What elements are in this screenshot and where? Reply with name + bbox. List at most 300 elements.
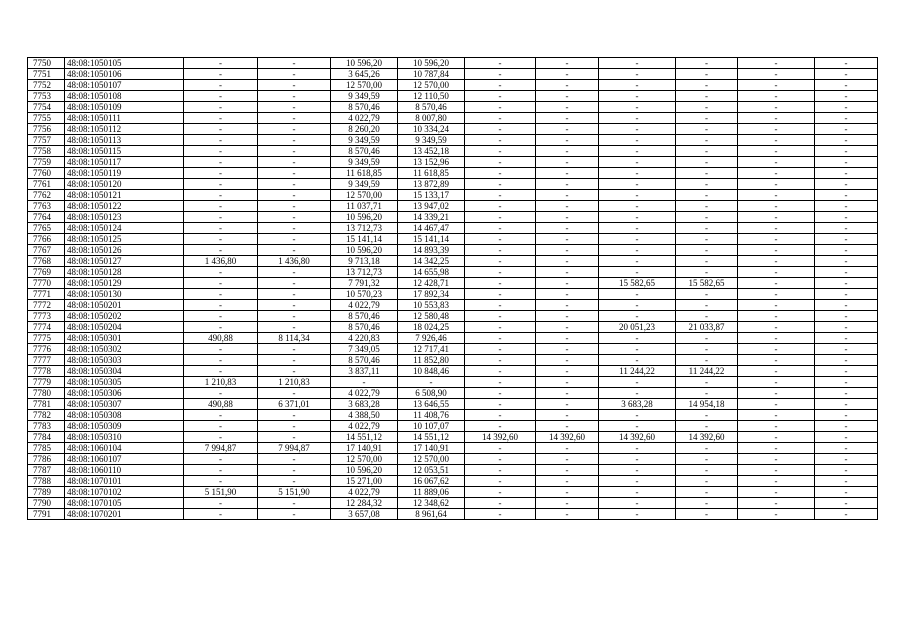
value-cell-9: - (599, 509, 676, 520)
value-cell-7: - (465, 223, 536, 234)
row-number-cell: 7767 (28, 245, 65, 256)
value-cell-12: - (815, 300, 878, 311)
value-cell-7: - (465, 69, 536, 80)
value-cell-11: - (738, 69, 815, 80)
value-cell-3: 5 151,90 (184, 487, 258, 498)
value-cell-5: 13 712,73 (331, 223, 398, 234)
value-cell-9: - (599, 410, 676, 421)
table-row (28, 58, 878, 69)
row-number-cell: 7751 (28, 69, 65, 80)
value-cell-10: - (676, 443, 738, 454)
value-cell-8: - (536, 509, 599, 520)
value-cell-3: - (184, 102, 258, 113)
value-cell-6: 9 349,59 (398, 135, 465, 146)
value-cell-9: 3 683,28 (599, 399, 676, 410)
value-cell-11: - (738, 366, 815, 377)
value-cell-11: - (738, 135, 815, 146)
value-cell-4: 6 371,01 (258, 399, 331, 410)
value-cell-4: - (258, 245, 331, 256)
value-cell-6: 15 133,17 (398, 190, 465, 201)
row-number-cell: 7776 (28, 344, 65, 355)
value-cell-10: - (676, 135, 738, 146)
table-row (28, 179, 878, 190)
value-cell-3: - (184, 509, 258, 520)
value-cell-5: 3 837,11 (331, 366, 398, 377)
value-cell-9: 15 582,65 (599, 278, 676, 289)
value-cell-3: - (184, 322, 258, 333)
table-row (28, 234, 878, 245)
value-cell-8: - (536, 58, 599, 69)
value-cell-6: 14 342,25 (398, 256, 465, 267)
value-cell-12: - (815, 124, 878, 135)
value-cell-6: 13 452,18 (398, 146, 465, 157)
value-cell-7: - (465, 190, 536, 201)
value-cell-10: - (676, 113, 738, 124)
value-cell-4: - (258, 190, 331, 201)
value-cell-9: - (599, 146, 676, 157)
value-cell-5: 8 260,20 (331, 124, 398, 135)
value-cell-4: - (258, 421, 331, 432)
value-cell-5: 11 037,71 (331, 201, 398, 212)
value-cell-9: - (599, 421, 676, 432)
value-cell-9: - (599, 498, 676, 509)
value-cell-11: - (738, 102, 815, 113)
value-cell-5: 7 349,05 (331, 344, 398, 355)
value-cell-12: - (815, 223, 878, 234)
value-cell-3: - (184, 289, 258, 300)
value-cell-6: - (398, 377, 465, 388)
value-cell-8: - (536, 146, 599, 157)
table-row (28, 124, 878, 135)
row-number-cell: 7750 (28, 58, 65, 69)
value-cell-5: 10 570,23 (331, 289, 398, 300)
value-cell-5: 9 349,59 (331, 91, 398, 102)
value-cell-11: - (738, 311, 815, 322)
value-cell-4: - (258, 223, 331, 234)
value-cell-8: - (536, 102, 599, 113)
value-cell-12: - (815, 190, 878, 201)
cadastral-number-cell: 48:08:1070105 (65, 498, 184, 509)
row-number-cell: 7777 (28, 355, 65, 366)
cadastral-number-cell: 48:08:1050309 (65, 421, 184, 432)
value-cell-11: - (738, 80, 815, 91)
row-number-cell: 7775 (28, 333, 65, 344)
value-cell-3: - (184, 212, 258, 223)
value-cell-6: 12 110,50 (398, 91, 465, 102)
table-row (28, 80, 878, 91)
value-cell-5: 12 570,00 (331, 80, 398, 91)
value-cell-9: - (599, 212, 676, 223)
value-cell-5: 4 022,79 (331, 388, 398, 399)
value-cell-8: - (536, 201, 599, 212)
value-cell-7: - (465, 168, 536, 179)
value-cell-3: 1 210,83 (184, 377, 258, 388)
value-cell-9: - (599, 311, 676, 322)
value-cell-7: - (465, 146, 536, 157)
value-cell-6: 11 852,80 (398, 355, 465, 366)
value-cell-9: - (599, 124, 676, 135)
value-cell-3: - (184, 278, 258, 289)
value-cell-12: - (815, 267, 878, 278)
row-number-cell: 7756 (28, 124, 65, 135)
value-cell-8: - (536, 113, 599, 124)
table-row (28, 476, 878, 487)
value-cell-10: - (676, 476, 738, 487)
value-cell-5: 9 349,59 (331, 135, 398, 146)
row-number-cell: 7760 (28, 168, 65, 179)
row-number-cell: 7765 (28, 223, 65, 234)
value-cell-6: 18 024,25 (398, 322, 465, 333)
value-cell-7: - (465, 234, 536, 245)
value-cell-9: - (599, 234, 676, 245)
cadastral-number-cell: 48:08:1050303 (65, 355, 184, 366)
table-row (28, 190, 878, 201)
value-cell-11: - (738, 421, 815, 432)
value-cell-7: - (465, 388, 536, 399)
cadastral-number-cell: 48:08:1050124 (65, 223, 184, 234)
cadastral-number-cell: 48:08:1070102 (65, 487, 184, 498)
cadastral-number-cell: 48:08:1050307 (65, 399, 184, 410)
value-cell-10: - (676, 267, 738, 278)
value-cell-4: 8 114,34 (258, 333, 331, 344)
row-number-cell: 7787 (28, 465, 65, 476)
value-cell-9: - (599, 58, 676, 69)
value-cell-4: - (258, 311, 331, 322)
value-cell-4: - (258, 465, 331, 476)
value-cell-8: - (536, 366, 599, 377)
cadastral-number-cell: 48:08:1050120 (65, 179, 184, 190)
value-cell-7: - (465, 179, 536, 190)
value-cell-3: 490,88 (184, 399, 258, 410)
row-number-cell: 7788 (28, 476, 65, 487)
value-cell-6: 14 551,12 (398, 432, 465, 443)
value-cell-10: - (676, 157, 738, 168)
value-cell-9: - (599, 256, 676, 267)
table-row (28, 102, 878, 113)
value-cell-8: - (536, 124, 599, 135)
value-cell-10: - (676, 168, 738, 179)
value-cell-10: - (676, 465, 738, 476)
value-cell-11: - (738, 377, 815, 388)
value-cell-9: - (599, 388, 676, 399)
value-cell-10: - (676, 333, 738, 344)
value-cell-4: 1 436,80 (258, 256, 331, 267)
value-cell-12: - (815, 432, 878, 443)
cadastral-number-cell: 48:08:1050107 (65, 80, 184, 91)
row-number-cell: 7786 (28, 454, 65, 465)
cadastral-number-cell: 48:08:1050308 (65, 410, 184, 421)
value-cell-12: - (815, 399, 878, 410)
value-cell-8: - (536, 388, 599, 399)
value-cell-12: - (815, 344, 878, 355)
value-cell-4: - (258, 234, 331, 245)
value-cell-7: - (465, 300, 536, 311)
cadastral-number-cell: 48:08:1050302 (65, 344, 184, 355)
value-cell-5: 10 596,20 (331, 58, 398, 69)
value-cell-10: - (676, 421, 738, 432)
value-cell-12: - (815, 454, 878, 465)
value-cell-10: - (676, 69, 738, 80)
value-cell-3: - (184, 190, 258, 201)
value-cell-4: - (258, 124, 331, 135)
value-cell-11: - (738, 146, 815, 157)
value-cell-7: - (465, 201, 536, 212)
value-cell-5: 13 712,73 (331, 267, 398, 278)
value-cell-8: - (536, 355, 599, 366)
value-cell-3: - (184, 432, 258, 443)
row-number-cell: 7762 (28, 190, 65, 201)
value-cell-4: - (258, 157, 331, 168)
cadastral-number-cell: 48:08:1050306 (65, 388, 184, 399)
value-cell-6: 14 655,98 (398, 267, 465, 278)
value-cell-12: - (815, 410, 878, 421)
value-cell-11: - (738, 487, 815, 498)
value-cell-10: - (676, 124, 738, 135)
data-table (27, 57, 878, 520)
table-row (28, 399, 878, 410)
table-row (28, 267, 878, 278)
value-cell-7: - (465, 465, 536, 476)
value-cell-5: 8 570,46 (331, 311, 398, 322)
table-row (28, 432, 878, 443)
table-row (28, 146, 878, 157)
table-row (28, 168, 878, 179)
value-cell-3: - (184, 135, 258, 146)
row-number-cell: 7768 (28, 256, 65, 267)
cadastral-number-cell: 48:08:1050202 (65, 311, 184, 322)
value-cell-5: 10 596,20 (331, 212, 398, 223)
value-cell-5: 4 022,79 (331, 113, 398, 124)
value-cell-5: 8 570,46 (331, 102, 398, 113)
table-row (28, 498, 878, 509)
value-cell-12: - (815, 234, 878, 245)
cadastral-number-cell: 48:08:1050123 (65, 212, 184, 223)
value-cell-3: - (184, 58, 258, 69)
value-cell-3: - (184, 311, 258, 322)
value-cell-3: 490,88 (184, 333, 258, 344)
cadastral-number-cell: 48:08:1050122 (65, 201, 184, 212)
table-row (28, 344, 878, 355)
row-number-cell: 7754 (28, 102, 65, 113)
value-cell-8: - (536, 267, 599, 278)
value-cell-3: - (184, 234, 258, 245)
value-cell-6: 13 947,02 (398, 201, 465, 212)
cadastral-number-cell: 48:08:1050105 (65, 58, 184, 69)
value-cell-11: - (738, 245, 815, 256)
row-number-cell: 7769 (28, 267, 65, 278)
value-cell-9: - (599, 355, 676, 366)
value-cell-3: - (184, 300, 258, 311)
value-cell-6: 13 646,55 (398, 399, 465, 410)
table-row (28, 443, 878, 454)
value-cell-3: - (184, 69, 258, 80)
value-cell-7: - (465, 509, 536, 520)
value-cell-12: - (815, 509, 878, 520)
cadastral-number-cell: 48:08:1050109 (65, 102, 184, 113)
value-cell-7: - (465, 344, 536, 355)
value-cell-6: 12 348,62 (398, 498, 465, 509)
table-row (28, 201, 878, 212)
cadastral-number-cell: 48:08:1060104 (65, 443, 184, 454)
cadastral-number-cell: 48:08:1060110 (65, 465, 184, 476)
value-cell-9: - (599, 245, 676, 256)
value-cell-6: 12 717,41 (398, 344, 465, 355)
value-cell-4: - (258, 322, 331, 333)
value-cell-8: - (536, 256, 599, 267)
value-cell-4: - (258, 289, 331, 300)
value-cell-4: - (258, 168, 331, 179)
value-cell-6: 8 570,46 (398, 102, 465, 113)
cadastral-number-cell: 48:08:1050113 (65, 135, 184, 146)
value-cell-5: 7 791,32 (331, 278, 398, 289)
value-cell-7: - (465, 256, 536, 267)
value-cell-12: - (815, 113, 878, 124)
value-cell-4: - (258, 432, 331, 443)
value-cell-3: - (184, 157, 258, 168)
value-cell-7: - (465, 135, 536, 146)
value-cell-8: - (536, 135, 599, 146)
value-cell-4: - (258, 344, 331, 355)
table-row (28, 289, 878, 300)
value-cell-11: - (738, 223, 815, 234)
table-row (28, 465, 878, 476)
value-cell-12: - (815, 58, 878, 69)
value-cell-4: - (258, 454, 331, 465)
value-cell-12: - (815, 388, 878, 399)
value-cell-3: - (184, 465, 258, 476)
value-cell-4: - (258, 498, 331, 509)
value-cell-8: - (536, 223, 599, 234)
value-cell-5: 8 570,46 (331, 146, 398, 157)
value-cell-7: - (465, 278, 536, 289)
table-row (28, 333, 878, 344)
row-number-cell: 7757 (28, 135, 65, 146)
value-cell-12: - (815, 278, 878, 289)
row-number-cell: 7791 (28, 509, 65, 520)
value-cell-4: - (258, 300, 331, 311)
value-cell-10: - (676, 234, 738, 245)
value-cell-10: - (676, 102, 738, 113)
value-cell-6: 11 618,85 (398, 168, 465, 179)
value-cell-10: - (676, 223, 738, 234)
value-cell-3: 1 436,80 (184, 256, 258, 267)
value-cell-7: - (465, 58, 536, 69)
table-row (28, 487, 878, 498)
value-cell-9: - (599, 102, 676, 113)
value-cell-6: 17 892,34 (398, 289, 465, 300)
row-number-cell: 7778 (28, 366, 65, 377)
value-cell-7: - (465, 124, 536, 135)
row-number-cell: 7753 (28, 91, 65, 102)
value-cell-11: - (738, 355, 815, 366)
table-row (28, 256, 878, 267)
cadastral-number-cell: 48:08:1050304 (65, 366, 184, 377)
value-cell-6: 12 053,51 (398, 465, 465, 476)
value-cell-3: 7 994,87 (184, 443, 258, 454)
value-cell-7: - (465, 333, 536, 344)
row-number-cell: 7790 (28, 498, 65, 509)
value-cell-11: - (738, 157, 815, 168)
value-cell-3: - (184, 124, 258, 135)
value-cell-3: - (184, 454, 258, 465)
cadastral-number-cell: 48:08:1050108 (65, 91, 184, 102)
row-number-cell: 7784 (28, 432, 65, 443)
value-cell-11: - (738, 476, 815, 487)
value-cell-9: - (599, 454, 676, 465)
value-cell-9: - (599, 168, 676, 179)
value-cell-10: - (676, 498, 738, 509)
value-cell-9: - (599, 223, 676, 234)
value-cell-6: 12 570,00 (398, 454, 465, 465)
value-cell-4: - (258, 135, 331, 146)
table-row (28, 157, 878, 168)
value-cell-9: - (599, 80, 676, 91)
value-cell-10: - (676, 179, 738, 190)
value-cell-8: - (536, 333, 599, 344)
cadastral-number-cell: 48:08:1060107 (65, 454, 184, 465)
value-cell-9: - (599, 487, 676, 498)
cadastral-number-cell: 48:08:1050115 (65, 146, 184, 157)
value-cell-12: - (815, 443, 878, 454)
value-cell-8: - (536, 69, 599, 80)
table-row (28, 91, 878, 102)
value-cell-5: 8 570,46 (331, 355, 398, 366)
table-row (28, 388, 878, 399)
value-cell-10: 15 582,65 (676, 278, 738, 289)
table-row (28, 322, 878, 333)
value-cell-12: - (815, 146, 878, 157)
value-cell-5: 9 349,59 (331, 179, 398, 190)
value-cell-12: - (815, 333, 878, 344)
value-cell-8: - (536, 377, 599, 388)
row-number-cell: 7781 (28, 399, 65, 410)
value-cell-8: - (536, 410, 599, 421)
value-cell-7: - (465, 421, 536, 432)
value-cell-4: - (258, 267, 331, 278)
cadastral-number-cell: 48:08:1050126 (65, 245, 184, 256)
value-cell-9: - (599, 377, 676, 388)
value-cell-11: - (738, 344, 815, 355)
value-cell-12: - (815, 487, 878, 498)
value-cell-12: - (815, 245, 878, 256)
value-cell-5: 8 570,46 (331, 322, 398, 333)
value-cell-10: - (676, 212, 738, 223)
value-cell-4: - (258, 179, 331, 190)
value-cell-12: - (815, 179, 878, 190)
row-number-cell: 7761 (28, 179, 65, 190)
row-number-cell: 7785 (28, 443, 65, 454)
value-cell-5: 4 022,79 (331, 421, 398, 432)
value-cell-6: 12 570,00 (398, 80, 465, 91)
cadastral-number-cell: 48:08:1050128 (65, 267, 184, 278)
value-cell-12: - (815, 465, 878, 476)
value-cell-7: - (465, 113, 536, 124)
value-cell-11: - (738, 322, 815, 333)
value-cell-6: 14 467,47 (398, 223, 465, 234)
value-cell-7: - (465, 80, 536, 91)
value-cell-4: - (258, 212, 331, 223)
value-cell-5: 15 271,00 (331, 476, 398, 487)
cadastral-number-cell: 48:08:1050111 (65, 113, 184, 124)
value-cell-10: 14 392,60 (676, 432, 738, 443)
value-cell-5: 4 022,79 (331, 487, 398, 498)
value-cell-7: - (465, 366, 536, 377)
value-cell-12: - (815, 91, 878, 102)
value-cell-7: - (465, 289, 536, 300)
cadastral-number-cell: 48:08:1050310 (65, 432, 184, 443)
value-cell-4: - (258, 80, 331, 91)
value-cell-11: - (738, 267, 815, 278)
